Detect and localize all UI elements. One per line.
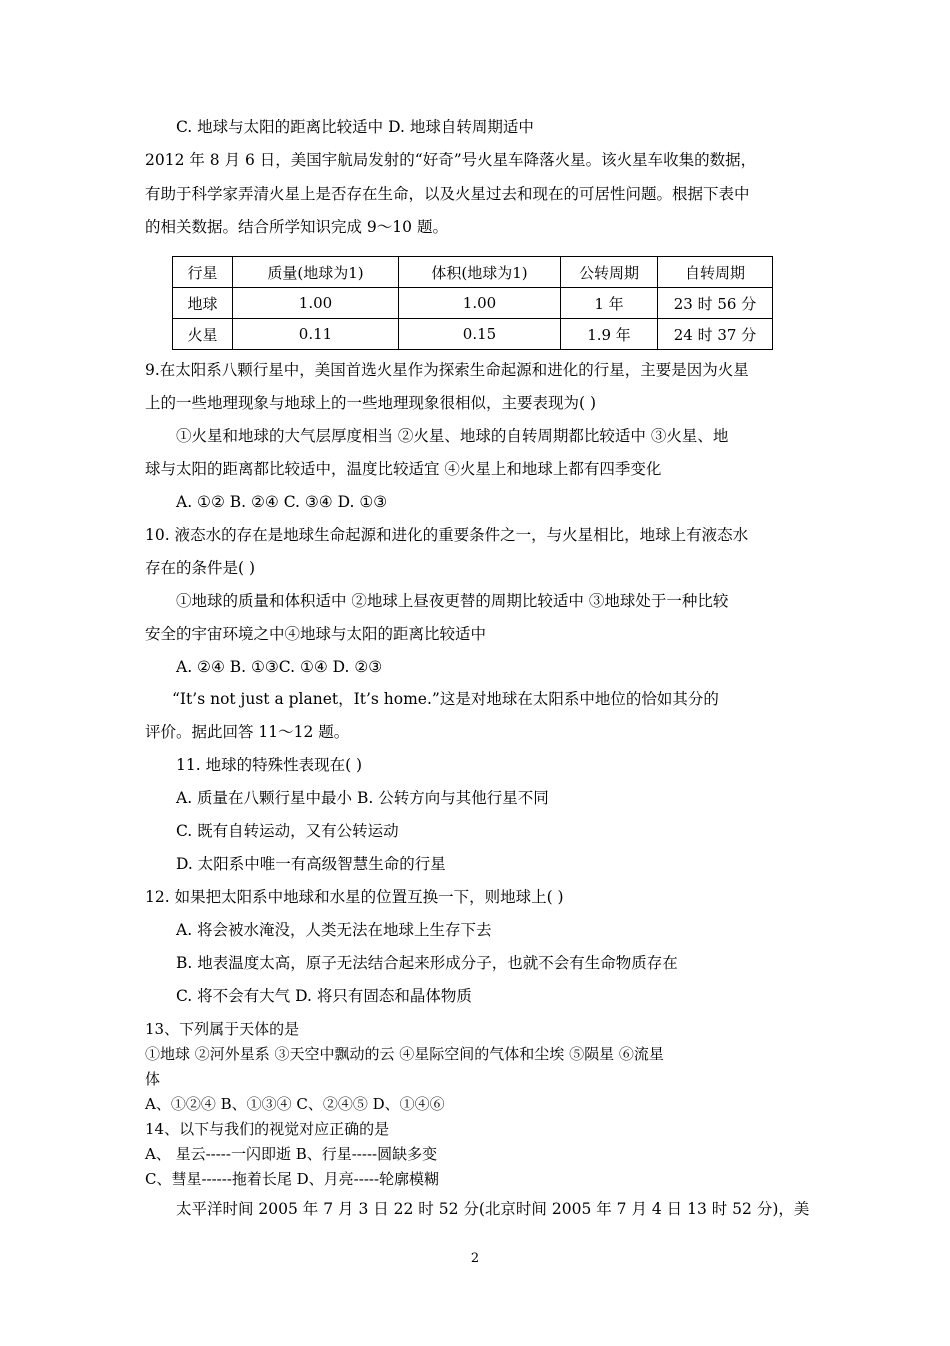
question-12-options: B. 地表温度太高，原子无法结合起来形成分子，也就不会有生命物质存在: [176, 954, 678, 972]
table-row: [173, 319, 773, 350]
question-9-statements: 球与太阳的距离都比较适中，温度比较适宜 ④火星上和地球上都有四季变化: [145, 460, 662, 478]
question-11-options: D. 太阳系中唯一有高级智慧生命的行星: [176, 855, 446, 873]
table-header-cell: 体积(地球为1): [399, 257, 561, 288]
text-line: 有助于科学家弄清火星上是否存在生命，以及火星过去和现在的可居性问题。根据下表中: [145, 185, 750, 203]
question-13-stem: 13、下列属于天体的是: [145, 1020, 300, 1038]
page-number: 2: [470, 1251, 480, 1266]
table-header-cell: 自转周期: [658, 257, 773, 288]
text-line: C. 地球与太阳的距离比较适中 D. 地球自转周期适中: [176, 118, 534, 136]
table-cell: 0.15: [399, 319, 561, 350]
question-14-options: A、 星云-----一闪即逝 B、行星-----圆缺多变: [145, 1145, 438, 1163]
question-10-stem: 10. 液态水的存在是地球生命起源和进化的重要条件之一，与火星相比，地球上有液态水: [145, 526, 749, 544]
question-13-options: A、①②④ B、①③④ C、②④⑤ D、①④⑥: [145, 1095, 445, 1113]
table-cell: 24 时 37 分: [658, 319, 773, 350]
question-13-statements: ①地球 ②河外星系 ③天空中飘动的云 ④星际空间的气体和尘埃 ⑤陨星 ⑥流星: [145, 1045, 664, 1063]
question-12-options: A. 将会被水淹没，人类无法在地球上生存下去: [176, 921, 492, 939]
passage-intro: “It’s not just a planet，It’s home.”这是对地球在太阳系中地位的恰如其分的: [172, 690, 719, 708]
table-header-cell: 公转周期: [561, 257, 658, 288]
question-9-options: A. ①② B. ②④ C. ③④ D. ①③: [176, 493, 388, 511]
question-11-stem: 11. 地球的特殊性表现在( ): [176, 756, 363, 774]
planet-data-table: [172, 256, 773, 350]
question-10-statements: ①地球的质量和体积适中 ②地球上昼夜更替的周期比较适中 ③地球处于一种比较: [176, 592, 729, 610]
question-14-stem: 14、以下与我们的视觉对应正确的是: [145, 1120, 390, 1138]
table-cell: 1.9 年: [561, 319, 658, 350]
table-cell: 地球: [173, 288, 233, 319]
table-cell: 1 年: [561, 288, 658, 319]
table-cell: 1.00: [233, 288, 399, 319]
question-9-stem: 9.在太阳系八颗行星中，美国首选火星作为探索生命起源和进化的行星，主要是因为火星: [145, 361, 749, 379]
question-11-options: C. 既有自转运动，又有公转运动: [176, 822, 399, 840]
table-cell: 1.00: [399, 288, 561, 319]
passage-text: 太平洋时间 2005 年 7 月 3 日 22 时 52 分(北京时间 2005 年 7 月 4 日 13 时 52 分)，美: [176, 1200, 810, 1218]
table-header-cell: 质量(地球为1): [233, 257, 399, 288]
question-13-statements: 体: [145, 1070, 161, 1088]
question-14-options: C、彗星------拖着长尾 D、月亮-----轮廓模糊: [145, 1170, 440, 1188]
question-10-stem: 存在的条件是( ): [145, 559, 256, 577]
question-10-options: A. ②④ B. ①③C. ①④ D. ②③: [176, 658, 383, 676]
question-11-options: A. 质量在八颗行星中最小 B. 公转方向与其他行星不同: [176, 789, 549, 807]
table-cell: 23 时 56 分: [658, 288, 773, 319]
question-9-stem: 上的一些地理现象与地球上的一些地理现象很相似，主要表现为( ): [145, 394, 597, 412]
text-line: 2012 年 8 月 6 日，美国宇航局发射的“好奇”号火星车降落火星。该火星车收集的数据，: [145, 151, 757, 169]
table-cell: 火星: [173, 319, 233, 350]
question-9-statements: ①火星和地球的大气层厚度相当 ②火星、地球的自转周期都比较适中 ③火星、地: [176, 427, 729, 445]
question-12-stem: 12. 如果把太阳系中地球和水星的位置互换一下，则地球上( ): [145, 888, 564, 906]
table-header-row: [173, 257, 773, 288]
text-line: 的相关数据。结合所学知识完成 9～10 题。: [145, 218, 448, 236]
question-12-options: C. 将不会有大气 D. 将只有固态和晶体物质: [176, 987, 472, 1005]
question-10-statements: 安全的宇宙环境之中④地球与太阳的距离比较适中: [145, 625, 487, 643]
table-row: [173, 288, 773, 319]
table-cell: 0.11: [233, 319, 399, 350]
table-header-cell: 行星: [173, 257, 233, 288]
passage-intro: 评价。据此回答 11～12 题。: [145, 723, 350, 741]
